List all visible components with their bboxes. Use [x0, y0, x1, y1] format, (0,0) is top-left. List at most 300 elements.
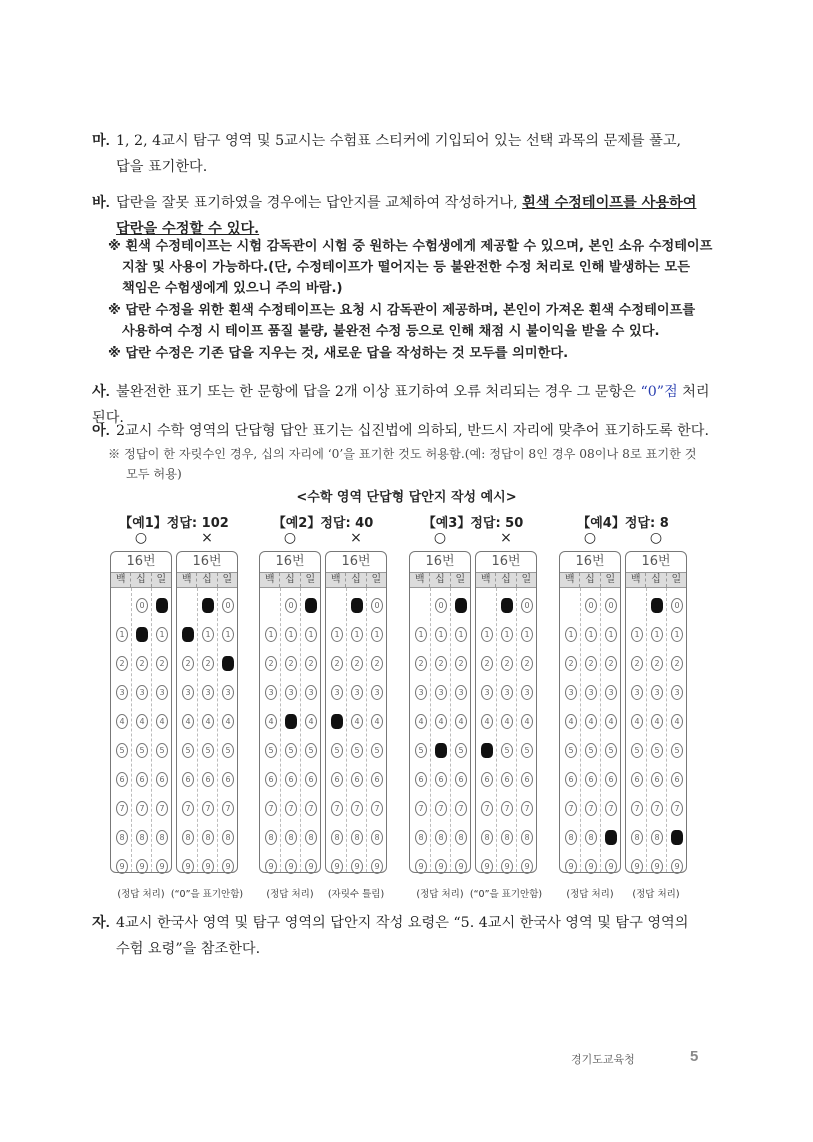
paragraph-marker: 사.: [92, 384, 110, 400]
answer-bubble: 3: [182, 685, 194, 700]
answer-bubble: 9: [116, 859, 128, 874]
answer-bubble: 3: [481, 685, 493, 700]
answer-bubble: 7: [331, 801, 343, 816]
answer-bubble: 8: [631, 830, 643, 845]
column-divider: [131, 588, 132, 872]
answer-bubble: 7: [351, 801, 363, 816]
answer-bubble: 7: [521, 801, 533, 816]
answer-bubble: 3: [116, 685, 128, 700]
answer-bubble: 8: [435, 830, 447, 845]
paragraph-text: 처리된다.: [92, 384, 710, 426]
answer-bubble: 9: [285, 859, 297, 874]
answer-bubble: 4: [305, 714, 317, 729]
correct-mark-icon: ○: [134, 530, 148, 546]
answer-bubble: 3: [371, 685, 383, 700]
answer-bubble: 1: [565, 627, 577, 642]
answer-bubble: 2: [305, 656, 317, 671]
column-label: 백: [111, 573, 131, 587]
filled-bubble: 8: [671, 830, 683, 845]
answer-bubble: 8: [305, 830, 317, 845]
paragraph-marker: 아.: [92, 423, 110, 439]
filled-bubble: 0: [305, 598, 317, 613]
answer-bubble: 9: [136, 859, 148, 874]
filled-bubble: 0: [351, 598, 363, 613]
wrong-mark-icon: ×: [500, 530, 512, 546]
note-line: 사용하여 수정 시 테이프 품질 불량, 불완전 수정 등으로 인해 채점 시 불이익을 받을 수 있다.: [122, 324, 660, 339]
omr-answer-sheet: [625, 551, 687, 873]
answer-bubble: 2: [371, 656, 383, 671]
example-caption: (정답 처리): [416, 889, 464, 900]
answer-bubble: 9: [202, 859, 214, 874]
column-divider: [366, 588, 367, 872]
answer-bubble: 1: [116, 627, 128, 642]
answer-bubble: 9: [156, 859, 168, 874]
answer-bubble: 4: [605, 714, 617, 729]
omr-answer-sheet: [259, 551, 321, 873]
answer-bubble: 5: [222, 743, 234, 758]
answer-bubble: 3: [202, 685, 214, 700]
answer-bubble: 8: [156, 830, 168, 845]
answer-bubble: 6: [671, 772, 683, 787]
column-divider: [300, 588, 301, 872]
answer-bubble: 5: [651, 743, 663, 758]
underlined-text-cont: 답란을 수정할 수 있다.: [116, 221, 260, 237]
answer-bubble: 8: [585, 830, 597, 845]
column-label: 백: [410, 573, 430, 587]
sheet-question-number: 16번: [177, 552, 237, 573]
note-single-digit: [108, 444, 723, 484]
correct-mark-icon: ○: [433, 530, 447, 546]
answer-bubble: 0: [222, 598, 234, 613]
answer-bubble: 8: [501, 830, 513, 845]
answer-bubble: 3: [265, 685, 277, 700]
answer-bubble: 0: [371, 598, 383, 613]
answer-bubble: 7: [631, 801, 643, 816]
column-label: 십: [646, 573, 666, 587]
answer-bubble: 7: [371, 801, 383, 816]
answer-bubble: 5: [116, 743, 128, 758]
wrong-mark-icon: ×: [201, 530, 213, 546]
column-label: 일: [605, 574, 616, 585]
answer-bubble: 2: [521, 656, 533, 671]
answer-bubble: 2: [565, 656, 577, 671]
column-label: 일: [371, 574, 382, 585]
answer-bubble: 3: [285, 685, 297, 700]
answer-bubble: 6: [631, 772, 643, 787]
answer-bubble: 1: [265, 627, 277, 642]
omr-answer-sheet: [409, 551, 471, 873]
omr-answer-sheet: [325, 551, 387, 873]
answer-bubble: 2: [651, 656, 663, 671]
answer-bubble: 5: [265, 743, 277, 758]
sheet-column-labels: [626, 573, 686, 588]
column-label: 십: [346, 573, 366, 587]
answer-bubble: 5: [351, 743, 363, 758]
answer-bubble: 9: [585, 859, 597, 874]
sheet-bubble-area: [560, 588, 620, 872]
answer-bubble: 6: [371, 772, 383, 787]
filled-bubble: 0: [501, 598, 513, 613]
answer-bubble: 2: [182, 656, 194, 671]
answer-bubble: 9: [631, 859, 643, 874]
column-divider: [600, 588, 601, 872]
omr-answer-sheet: [559, 551, 621, 873]
answer-bubble: 5: [305, 743, 317, 758]
note-line: 모두 허용): [126, 467, 182, 481]
answer-bubble: 1: [521, 627, 533, 642]
column-label: 십: [496, 573, 516, 587]
answer-bubble: 5: [182, 743, 194, 758]
note-correction-tape: [108, 236, 723, 299]
column-label: 일: [305, 574, 316, 585]
answer-bubble: 1: [671, 627, 683, 642]
sheet-column-labels: [410, 573, 470, 588]
filled-bubble: 0: [156, 598, 168, 613]
answer-bubble: 3: [671, 685, 683, 700]
answer-bubble: 6: [651, 772, 663, 787]
answer-bubble: 4: [435, 714, 447, 729]
answer-bubble: 7: [285, 801, 297, 816]
answer-bubble: 8: [371, 830, 383, 845]
answer-bubble: 4: [202, 714, 214, 729]
answer-bubble: 4: [521, 714, 533, 729]
answer-bubble: 9: [182, 859, 194, 874]
answer-bubble: 8: [265, 830, 277, 845]
answer-bubble: 3: [331, 685, 343, 700]
answer-bubble: 3: [605, 685, 617, 700]
answer-bubble: 0: [136, 598, 148, 613]
answer-bubble: 5: [585, 743, 597, 758]
example-caption: (“0”을 표기안함): [469, 889, 543, 900]
answer-bubble: 3: [651, 685, 663, 700]
answer-bubble: 9: [305, 859, 317, 874]
answer-bubble: 4: [222, 714, 234, 729]
answer-bubble: 6: [116, 772, 128, 787]
answer-bubble: 8: [651, 830, 663, 845]
example-caption: (정답 처리): [266, 889, 314, 900]
answer-bubble: 7: [501, 801, 513, 816]
answer-bubble: 2: [116, 656, 128, 671]
answer-bubble: 8: [222, 830, 234, 845]
column-label: 십: [430, 573, 450, 587]
sheet-question-number: 16번: [111, 552, 171, 573]
answer-bubble: 7: [202, 801, 214, 816]
answer-bubble: 7: [671, 801, 683, 816]
filled-bubble: 0: [651, 598, 663, 613]
answer-bubble: 2: [285, 656, 297, 671]
omr-answer-sheet: [110, 551, 172, 873]
page-number: 5: [690, 1048, 699, 1065]
answer-bubble: 4: [631, 714, 643, 729]
answer-bubble: 2: [455, 656, 467, 671]
sheet-column-labels: [177, 573, 237, 588]
answer-bubble: 3: [415, 685, 427, 700]
wrong-mark-icon: ×: [350, 530, 362, 546]
answer-bubble: 8: [182, 830, 194, 845]
answer-bubble: 3: [521, 685, 533, 700]
filled-bubble: 4: [285, 714, 297, 729]
column-divider: [217, 588, 218, 872]
answer-bubble: 1: [331, 627, 343, 642]
column-label: 십: [280, 573, 300, 587]
example-title: 【예2】정답: 40: [272, 516, 374, 531]
column-label: 십: [580, 573, 600, 587]
omr-answer-sheet: [475, 551, 537, 873]
answer-bubble: 7: [156, 801, 168, 816]
answer-bubble: 5: [631, 743, 643, 758]
answer-bubble: 8: [331, 830, 343, 845]
column-divider: [346, 588, 347, 872]
answer-bubble: 5: [371, 743, 383, 758]
sheet-bubble-area: [177, 588, 237, 872]
answer-bubble: 8: [481, 830, 493, 845]
answer-bubble: 2: [501, 656, 513, 671]
sheet-bubble-area: [326, 588, 386, 872]
answer-bubble: 1: [605, 627, 617, 642]
answer-bubble: 0: [521, 598, 533, 613]
answer-bubble: 5: [501, 743, 513, 758]
column-divider: [646, 588, 647, 872]
answer-bubble: 6: [136, 772, 148, 787]
figure-title: <수학 영역 단답형 답안지 작성 예시>: [296, 490, 517, 505]
answer-bubble: 5: [202, 743, 214, 758]
answer-bubble: 0: [671, 598, 683, 613]
example-caption: (정답 처리): [566, 889, 614, 900]
answer-bubble: 5: [521, 743, 533, 758]
correct-mark-icon: ○: [283, 530, 297, 546]
answer-bubble: 1: [351, 627, 363, 642]
sheet-bubble-area: [626, 588, 686, 872]
paragraph-text: 4교시 한국사 영역 및 탐구 영역의 답안지 작성 요령은 “5. 4교시 한국사 영역 및 탐구 영역의: [116, 915, 689, 931]
column-divider: [580, 588, 581, 872]
answer-bubble: 1: [156, 627, 168, 642]
answer-bubble: 7: [605, 801, 617, 816]
answer-bubble: 5: [605, 743, 617, 758]
answer-bubble: 0: [585, 598, 597, 613]
filled-bubble: 2: [222, 656, 234, 671]
answer-bubble: 6: [265, 772, 277, 787]
column-label: 백: [626, 573, 646, 587]
answer-bubble: 3: [305, 685, 317, 700]
paragraph-text: 1, 2, 4교시 탐구 영역 및 5교시는 수험표 스티커에 기입되어 있는 선택 과목의 문제를 풀고,: [116, 133, 682, 149]
answer-bubble: 6: [331, 772, 343, 787]
answer-bubble: 2: [605, 656, 617, 671]
sheet-column-labels: [111, 573, 171, 588]
note-line: 책임은 수험생에게 있으니 주의 바람.): [122, 281, 343, 296]
answer-bubble: 6: [501, 772, 513, 787]
answer-bubble: 3: [585, 685, 597, 700]
sheet-column-labels: [560, 573, 620, 588]
answer-bubble: 8: [565, 830, 577, 845]
paragraph-a: [92, 418, 722, 444]
answer-bubble: 6: [565, 772, 577, 787]
paragraph-marker: 자.: [92, 915, 110, 931]
column-label: 백: [326, 573, 346, 587]
answer-bubble: 4: [182, 714, 194, 729]
answer-bubble: 4: [501, 714, 513, 729]
answer-bubble: 9: [671, 859, 683, 874]
answer-bubble: 7: [136, 801, 148, 816]
zero-score-text: “0”점: [640, 384, 678, 400]
omr-answer-sheet: [176, 551, 238, 873]
column-divider: [450, 588, 451, 872]
answer-bubble: 2: [351, 656, 363, 671]
answer-bubble: 6: [481, 772, 493, 787]
answer-bubble: 3: [351, 685, 363, 700]
answer-bubble: 6: [202, 772, 214, 787]
paragraph-marker: 마.: [92, 133, 110, 149]
paragraph-ba: [92, 190, 722, 242]
answer-bubble: 8: [351, 830, 363, 845]
sheet-column-labels: [260, 573, 320, 588]
answer-bubble: 9: [222, 859, 234, 874]
answer-bubble: 6: [585, 772, 597, 787]
paragraph-ja: [92, 910, 722, 962]
answer-bubble: 9: [371, 859, 383, 874]
answer-bubble: 3: [565, 685, 577, 700]
paragraph-marker: 바.: [92, 195, 110, 211]
answer-bubble: 6: [285, 772, 297, 787]
sheet-question-number: 16번: [260, 552, 320, 573]
column-label: 일: [156, 574, 167, 585]
filled-bubble: 0: [455, 598, 467, 613]
answer-bubble: 1: [371, 627, 383, 642]
answer-bubble: 2: [671, 656, 683, 671]
answer-bubble: 4: [265, 714, 277, 729]
answer-bubble: 9: [501, 859, 513, 874]
answer-bubble: 4: [415, 714, 427, 729]
answer-bubble: 3: [222, 685, 234, 700]
column-label: 백: [476, 573, 496, 587]
answer-bubble: 6: [305, 772, 317, 787]
answer-bubble: 6: [415, 772, 427, 787]
answer-bubble: 4: [351, 714, 363, 729]
column-divider: [496, 588, 497, 872]
filled-bubble: 8: [605, 830, 617, 845]
column-divider: [280, 588, 281, 872]
answer-bubble: 4: [455, 714, 467, 729]
example-caption: (정답 처리): [632, 889, 680, 900]
answer-bubble: 4: [136, 714, 148, 729]
answer-bubble: 9: [435, 859, 447, 874]
answer-bubble: 1: [585, 627, 597, 642]
answer-bubble: 9: [565, 859, 577, 874]
answer-bubble: 2: [481, 656, 493, 671]
note-tape-provided: [108, 300, 723, 342]
paragraph-text: 불완전한 표기 또는 한 문항에 답을 2개 이상 표기하여 오류 처리되는 경우 그 문항은: [116, 384, 641, 400]
answer-bubble: 6: [605, 772, 617, 787]
filled-bubble: 1: [182, 627, 194, 642]
example-title: 【예3】정답: 50: [422, 516, 524, 531]
filled-bubble: 5: [435, 743, 447, 758]
answer-bubble: 7: [435, 801, 447, 816]
note-line: ※ 답란 수정은 기존 답을 지우는 것, 새로운 답을 작성하는 것 모두를 의미한다.: [108, 346, 569, 361]
answer-bubble: 9: [265, 859, 277, 874]
answer-bubble: 1: [481, 627, 493, 642]
answer-bubble: 9: [351, 859, 363, 874]
answer-bubble: 5: [156, 743, 168, 758]
column-label: 십: [197, 573, 217, 587]
sheet-question-number: 16번: [326, 552, 386, 573]
paragraph-text-cont: 답을 표기한다.: [116, 159, 208, 175]
answer-bubble: 2: [415, 656, 427, 671]
example-caption: (자릿수 틀림): [327, 889, 385, 900]
sheet-bubble-area: [410, 588, 470, 872]
answer-bubble: 7: [116, 801, 128, 816]
answer-bubble: 7: [305, 801, 317, 816]
note-line: ※ 정답이 한 자릿수인 경우, 십의 자리에 ‘0’을 표기한 것도 허용함.(예: 정답이 8인 경우 08이나 8로 표기한 것: [108, 447, 697, 461]
answer-bubble: 9: [481, 859, 493, 874]
answer-bubble: 6: [222, 772, 234, 787]
filled-bubble: 5: [481, 743, 493, 758]
example-caption: (“0”을 표기안함): [170, 889, 244, 900]
answer-bubble: 4: [371, 714, 383, 729]
answer-bubble: 8: [136, 830, 148, 845]
answer-bubble: 0: [605, 598, 617, 613]
answer-bubble: 8: [521, 830, 533, 845]
answer-bubble: 4: [116, 714, 128, 729]
correct-mark-icon: ○: [583, 530, 597, 546]
underlined-text: 흰색 수정테이프를 사용하여: [522, 195, 697, 211]
answer-bubble: 7: [222, 801, 234, 816]
answer-bubble: 6: [351, 772, 363, 787]
column-divider: [516, 588, 517, 872]
answer-bubble: 1: [435, 627, 447, 642]
answer-bubble: 3: [501, 685, 513, 700]
answer-bubble: 8: [455, 830, 467, 845]
answer-bubble: 1: [285, 627, 297, 642]
note-correction-meaning: [108, 343, 723, 364]
column-label: 일: [521, 574, 532, 585]
answer-bubble: 2: [136, 656, 148, 671]
answer-bubble: 5: [331, 743, 343, 758]
column-label: 백: [560, 573, 580, 587]
answer-bubble: 9: [331, 859, 343, 874]
answer-bubble: 2: [202, 656, 214, 671]
answer-bubble: 9: [605, 859, 617, 874]
example-title: 【예4】정답: 8: [577, 516, 669, 531]
sheet-column-labels: [476, 573, 536, 588]
answer-bubble: 9: [415, 859, 427, 874]
filled-bubble: 4: [331, 714, 343, 729]
answer-bubble: 6: [435, 772, 447, 787]
answer-bubble: 2: [156, 656, 168, 671]
note-line: 지참 및 사용이 가능하다.(단, 수정테이프가 떨어지는 등 불완전한 수정 처리로 인해 발생하는 모든: [122, 260, 690, 275]
paragraph-text: 2교시 수학 영역의 단답형 답안 표기는 십진법에 의하되, 반드시 자리에 맞추어 표기하도록 한다.: [116, 423, 709, 439]
column-divider: [197, 588, 198, 872]
answer-bubble: 8: [116, 830, 128, 845]
example-caption: (정답 처리): [117, 889, 165, 900]
answer-bubble: 8: [285, 830, 297, 845]
answer-bubble: 2: [265, 656, 277, 671]
answer-bubble: 6: [521, 772, 533, 787]
answer-bubble: 3: [631, 685, 643, 700]
answer-bubble: 6: [455, 772, 467, 787]
answer-bubble: 4: [671, 714, 683, 729]
answer-bubble: 0: [435, 598, 447, 613]
answer-bubble: 1: [415, 627, 427, 642]
paragraph-text: 답란을 잘못 표기하였을 경우에는 답안지를 교체하여 작성하거나,: [116, 195, 523, 211]
answer-bubble: 2: [631, 656, 643, 671]
answer-bubble: 1: [501, 627, 513, 642]
answer-bubble: 4: [565, 714, 577, 729]
answer-bubble: 2: [435, 656, 447, 671]
column-label: 백: [177, 573, 197, 587]
answer-bubble: 6: [156, 772, 168, 787]
answer-bubble: 7: [651, 801, 663, 816]
answer-bubble: 1: [202, 627, 214, 642]
answer-bubble: 0: [285, 598, 297, 613]
